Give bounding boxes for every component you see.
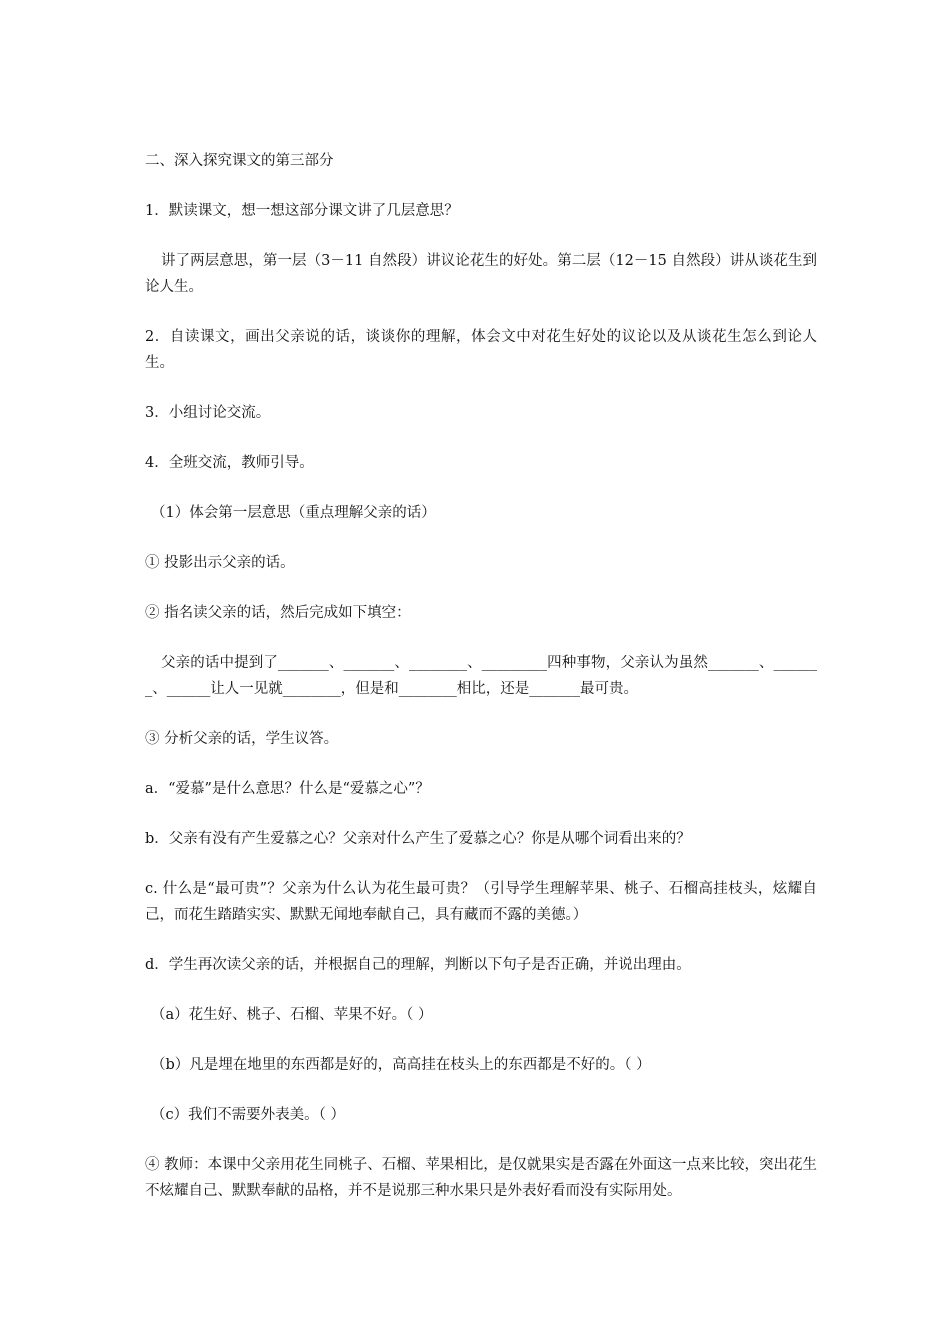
judgement-a: （a）花生好、桃子、石榴、苹果不好。（ ） bbox=[151, 1007, 433, 1023]
fill-in-blank: 父亲的话中提到了_______、_______、________、_________四种事物，父亲认为虽然_______、_______、______让人一见就________，但是和________相比，还是_______最可贵。 bbox=[145, 655, 817, 697]
document-page bbox=[145, 148, 817, 1228]
step-3: ③ 分析父亲的话，学生议答。 bbox=[145, 731, 339, 747]
answer-1: 讲了两层意思，第一层（3－11 自然段）讲议论花生的好处。第二层（12－15 自然段）讲从谈花生到论人生。 bbox=[145, 253, 817, 295]
step-4: ④ 教师：本课中父亲用花生同桃子、石榴、苹果相比，是仅就果实是否露在外面这一点来比较，突出花生不炫耀自己、默默奉献的品格，并不是说那三种水果只是外表好看而没有实际用处。 bbox=[145, 1157, 817, 1199]
judgement-c: （c）我们不需要外表美。（ ） bbox=[151, 1107, 345, 1123]
question-4: 4．全班交流，教师引导。 bbox=[145, 455, 314, 471]
question-2: 2．自读课文，画出父亲说的话，谈谈你的理解，体会文中对花生好处的议论以及从谈花生怎么到论人生。 bbox=[145, 329, 817, 371]
question-a: a．“爱慕”是什么意思？什么是“爱慕之心”？ bbox=[145, 781, 430, 797]
judgement-b: （b）凡是埋在地里的东西都是好的，高高挂在枝头上的东西都是不好的。（ ） bbox=[151, 1057, 651, 1073]
section-heading: 二、深入探究课文的第三部分 bbox=[145, 153, 334, 169]
question-c: c. 什么是“最可贵”？父亲为什么认为花生最可贵？（引导学生理解苹果、桃子、石榴高挂枝头，炫耀自己，而花生踏踏实实、默默无闻地奉献自己，具有藏而不露的美德。） bbox=[145, 881, 817, 923]
subsection-1: （1）体会第一层意思（重点理解父亲的话） bbox=[151, 505, 436, 521]
step-2: ② 指名读父亲的话，然后完成如下填空： bbox=[145, 605, 411, 621]
question-3: 3．小组讨论交流。 bbox=[145, 405, 271, 421]
question-d: d．学生再次读父亲的话，并根据自己的理解，判断以下句子是否正确，并说出理由。 bbox=[145, 957, 691, 973]
question-1: 1．默读课文，想一想这部分课文讲了几层意思？ bbox=[145, 203, 459, 219]
question-b: b．父亲有没有产生爱慕之心？父亲对什么产生了爱慕之心？你是从哪个词看出来的？ bbox=[145, 831, 691, 847]
step-1: ① 投影出示父亲的话。 bbox=[145, 555, 295, 571]
